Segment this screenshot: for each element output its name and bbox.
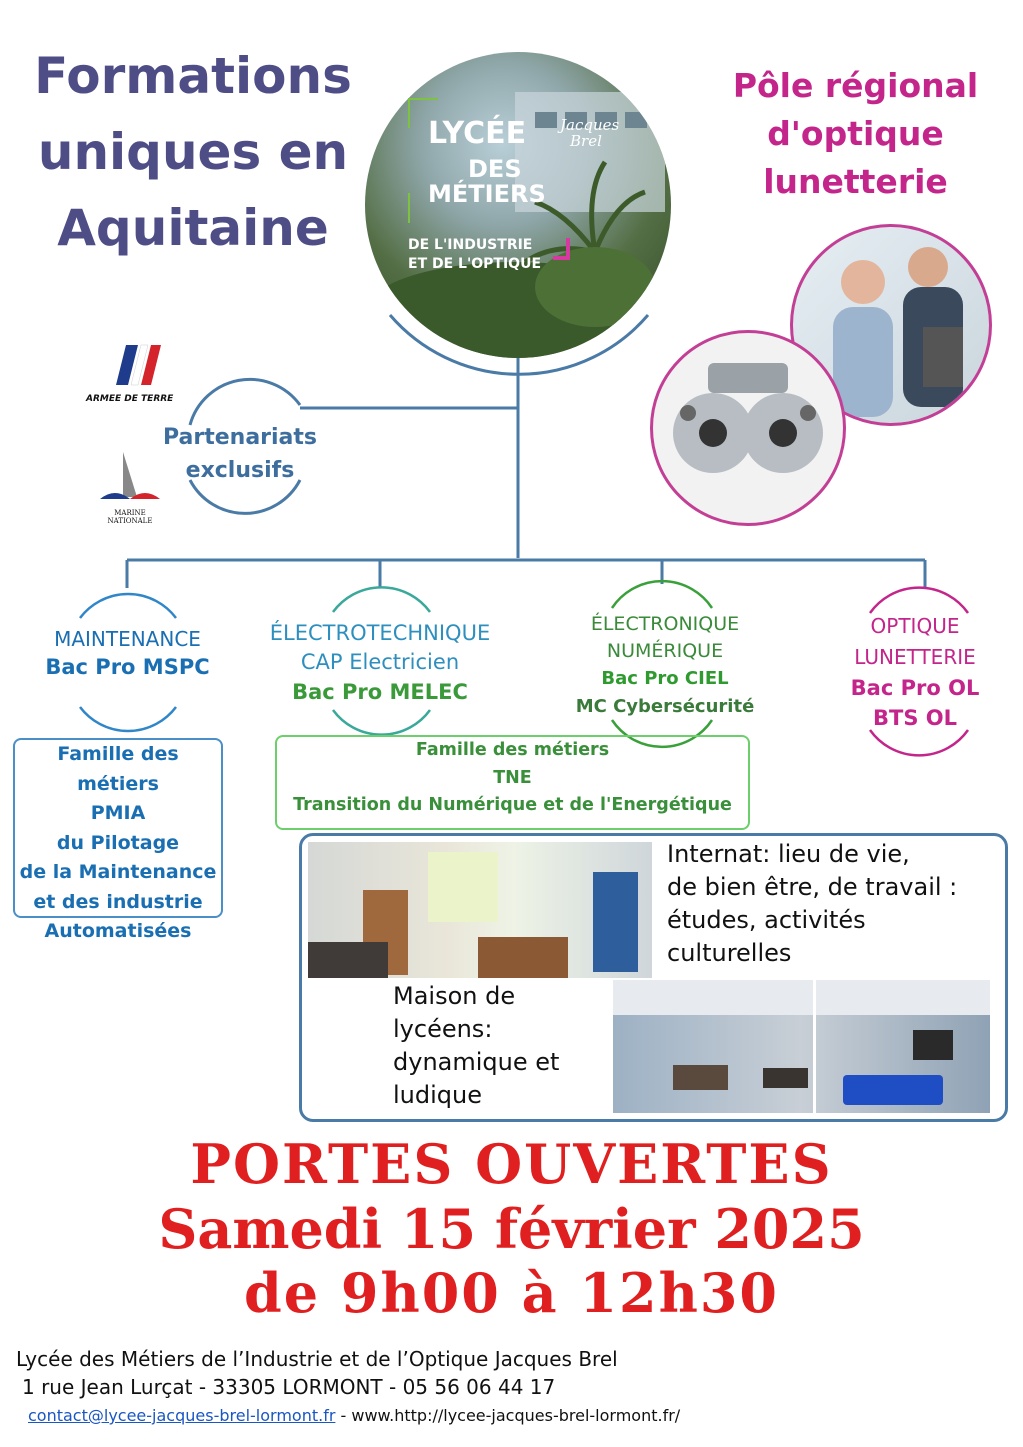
phoropter-illustration	[653, 333, 843, 523]
pmia-line: PMIA	[90, 802, 146, 824]
email-link[interactable]: contact@lycee-jacques-brel-lormont.fr	[28, 1406, 336, 1425]
internat-text	[667, 838, 1002, 970]
formation-title: ÉLECTROTECHNIQUE	[269, 621, 491, 645]
phoropter-photo	[650, 330, 846, 526]
formation-title: OPTIQUE	[870, 614, 960, 638]
formation-maintenance	[20, 626, 235, 682]
internat-line: culturelles	[667, 939, 792, 967]
title-line: uniques en	[37, 123, 349, 181]
formation-title: ÉLECTRONIQUE	[590, 613, 740, 635]
pole-line: lunetterie	[763, 162, 948, 201]
formation-diploma: BTS OL	[873, 706, 957, 730]
formation-title: NUMÉRIQUE	[606, 640, 724, 662]
formation-title: MAINTENANCE	[54, 627, 201, 651]
logo-metiers: MÉTIERS	[428, 180, 546, 208]
famille-pmia-box	[13, 738, 223, 942]
internat-line: études, activités	[667, 906, 866, 934]
website-link[interactable]: www.http://lycee-jacques-brel-lormont.fr/	[351, 1406, 681, 1425]
maison-line: ludique	[393, 1081, 482, 1109]
logo-lycee: LYCÉE	[428, 116, 527, 151]
formation-title: LUNETTERIE	[854, 645, 976, 669]
logo-jacques: Jacques	[560, 116, 620, 134]
portes-ouvertes-title: PORTES OUVERTES	[190, 1132, 833, 1196]
portes-ouvertes-hours: de 9h00 à 12h30	[243, 1261, 780, 1325]
footer-school-name: Lycée des Métiers de l’Industrie et de l’Optique Jacques Brel	[16, 1347, 618, 1371]
maison-photo	[613, 980, 990, 1113]
marine-label: NATIONALE	[107, 517, 153, 525]
footer-address: 1 rue Jean Lurçat - 33305 LORMONT - 05 56 06 44 17	[22, 1375, 556, 1399]
formation-title: CAP Electricien	[300, 650, 460, 674]
maison-line: lycéens:	[393, 1015, 493, 1043]
footer-links	[28, 1404, 680, 1428]
footer-separator: -	[335, 1406, 352, 1425]
formation-diploma: Bac Pro MSPC	[45, 655, 210, 679]
formation-diploma: Bac Pro CIEL	[601, 668, 729, 689]
pmia-line: Famille des métiers	[57, 743, 179, 795]
maison-text	[393, 980, 608, 1112]
formation-optique	[825, 611, 1005, 733]
pole-line: Pôle régional	[732, 66, 979, 105]
tne-line: Transition du Numérique et de l'Energétique	[293, 795, 732, 815]
logo-brel: Brel	[570, 132, 602, 150]
tne-line: TNE	[493, 767, 532, 788]
maison-line: dynamique et	[393, 1048, 560, 1076]
main-title	[18, 38, 368, 266]
internat-photo	[308, 842, 652, 978]
portes-ouvertes-date: Samedi 15 février 2025	[158, 1197, 865, 1261]
formation-electronique	[555, 611, 775, 721]
formation-diploma: Bac Pro OL	[850, 676, 980, 700]
armee-de-terre-logo	[86, 335, 186, 405]
logo-des: DES	[468, 155, 522, 183]
pole-regional-heading	[728, 62, 983, 206]
internat-line: Internat: lieu de vie,	[667, 840, 910, 868]
logo-line-industrie: DE L'INDUSTRIE	[408, 237, 533, 253]
partenariats-line: Partenariats	[162, 425, 318, 450]
tne-line: Famille des métiers	[415, 740, 610, 760]
pmia-line: et des industrie	[33, 890, 203, 913]
title-line: Formations	[34, 47, 352, 105]
game-room-illustration	[613, 980, 990, 1113]
partenariats-label	[150, 421, 330, 487]
pole-line: d'optique	[767, 114, 944, 153]
pmia-line: du Pilotage	[56, 831, 180, 854]
title-line: Aquitaine	[57, 199, 329, 257]
maison-line: Maison de	[393, 982, 516, 1010]
logo-line-optique: ET DE L'OPTIQUE	[408, 256, 542, 272]
marine-label: MARINE	[114, 509, 146, 517]
formation-diploma: Bac Pro MELEC	[292, 680, 468, 704]
formation-diploma: MC Cybersécurité	[575, 696, 755, 717]
formation-electrotechnique	[245, 619, 515, 707]
armee-flag-icon	[86, 335, 186, 390]
bedroom-illustration	[308, 842, 652, 978]
pmia-line: de la Maintenance	[19, 861, 217, 883]
internat-line: de bien être, de travail :	[667, 873, 958, 901]
pmia-line: Automatisées	[44, 920, 192, 942]
armee-label: ARMEE DE TERRE	[86, 394, 174, 404]
famille-tne-box	[275, 735, 750, 830]
partenariats-line: exclusifs	[185, 458, 295, 483]
